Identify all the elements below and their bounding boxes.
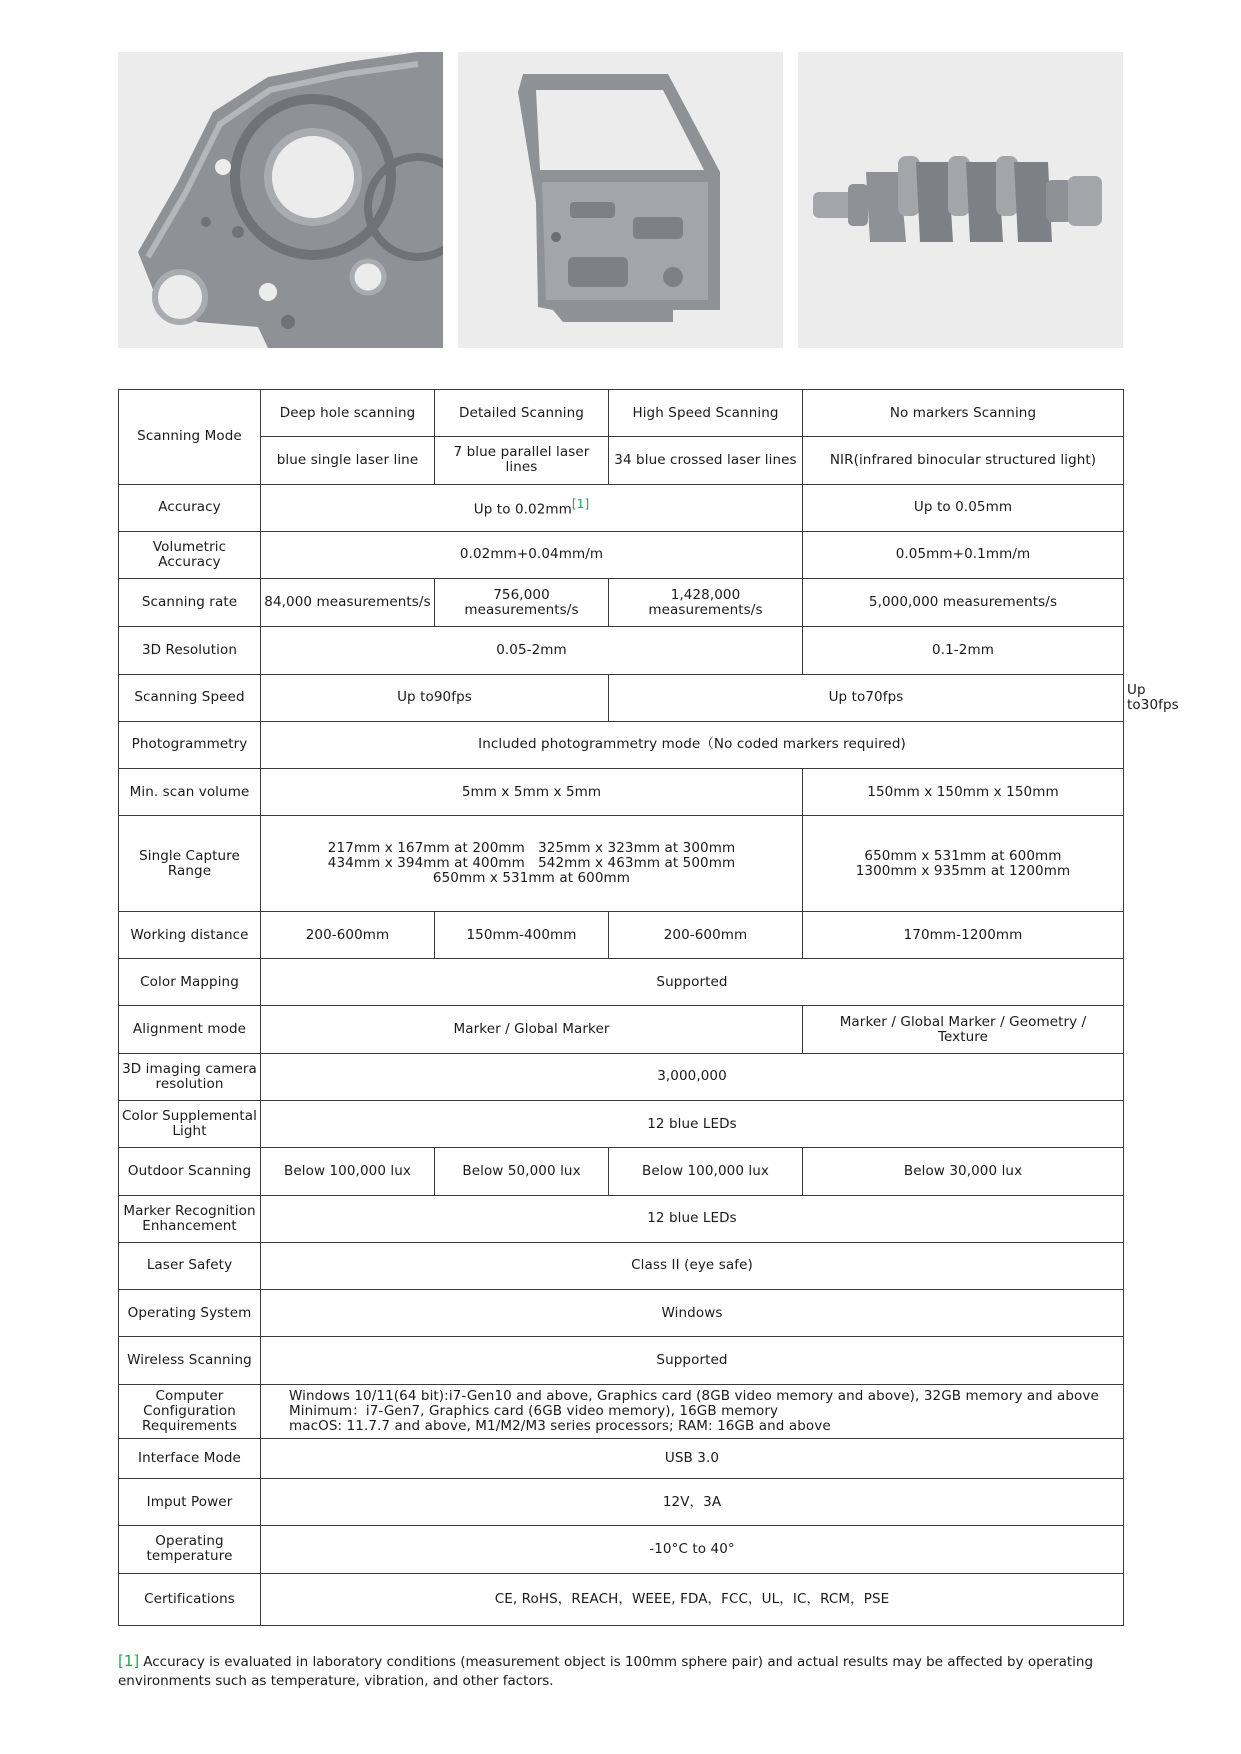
label-laser-safety: Laser Safety — [119, 1242, 261, 1289]
certifications-value: CE, RoHS，REACH，WEEE, FDA，FCC，UL，IC，RCM，PSE — [261, 1573, 1124, 1625]
footnote — [118, 1652, 1128, 1691]
color-mapping-value: Supported — [261, 959, 1124, 1006]
color-light-value: 12 blue LEDs — [261, 1100, 1124, 1147]
label-3d-resolution: 3D Resolution — [119, 627, 261, 674]
engine-housing-graphic — [118, 52, 443, 348]
label-color-mapping: Color Mapping — [119, 959, 261, 1006]
row-operating-temperature — [119, 1526, 1124, 1573]
capture-range-laser — [261, 816, 803, 912]
row-marker-enhancement — [119, 1195, 1124, 1242]
row-working-distance — [119, 911, 1124, 958]
min-volume-laser: 5mm x 5mm x 5mm — [261, 769, 803, 816]
distance-nir: 170mm-1200mm — [803, 911, 1124, 958]
label-computer-requirements: Computer Configuration Requirements — [119, 1384, 261, 1438]
row-alignment-mode — [119, 1006, 1124, 1053]
spec-table — [118, 389, 1179, 1626]
row-outdoor-scanning — [119, 1148, 1124, 1195]
light-single-line: blue single laser line — [261, 437, 435, 484]
car-door-image — [458, 52, 783, 348]
laser-safety-value: Class II (eye safe) — [261, 1242, 1124, 1289]
rate-high-speed: 1,428,000 measurements/s — [609, 579, 803, 627]
alignment-nir: Marker / Global Marker / Geometry / Texture — [803, 1006, 1124, 1053]
row-color-mapping — [119, 959, 1124, 1006]
label-certifications: Certifications — [119, 1573, 261, 1625]
row-photogrammetry — [119, 721, 1124, 768]
label-working-distance: Working distance — [119, 911, 261, 958]
outdoor-deep-hole: Below 100,000 lux — [261, 1148, 435, 1195]
capture-range-nir-line: 650mm x 531mm at 600mm — [864, 847, 1062, 864]
accuracy-laser-value: Up to 0.02mm — [473, 501, 572, 518]
footnote-ref: [1] — [118, 1652, 140, 1670]
sample-images — [118, 52, 1123, 348]
car-door-graphic — [458, 52, 783, 348]
row-color-light — [119, 1100, 1124, 1147]
distance-high-speed: 200-600mm — [609, 911, 803, 958]
capture-range-laser-line: 434mm x 394mm at 400mm 542mm x 463mm at 500mm — [327, 855, 736, 872]
label-operating-system: Operating System — [119, 1290, 261, 1337]
label-input-power: Imput Power — [119, 1479, 261, 1526]
crankshaft-graphic — [798, 52, 1123, 348]
computer-requirement-line: Minimum：i7-Gen7, Graphics card (6GB video memory), 16GB memory — [289, 1402, 779, 1419]
light-nir: NIR(infrared binocular structured light) — [803, 437, 1124, 484]
label-min-scan-volume: Min. scan volume — [119, 769, 261, 816]
mode-detailed: Detailed Scanning — [435, 390, 609, 437]
label-volumetric-accuracy: Volumetric Accuracy — [119, 531, 261, 578]
light-parallel: 7 blue parallel laser lines — [435, 437, 609, 484]
label-outdoor-scanning: Outdoor Scanning — [119, 1148, 261, 1195]
distance-deep-hole: 200-600mm — [261, 911, 435, 958]
label-scanning-mode: Scanning Mode — [119, 390, 261, 485]
label-scanning-speed: Scanning Speed — [119, 674, 261, 721]
label-marker-enhancement: Marker Recognition Enhancement — [119, 1195, 261, 1242]
computer-requirements-value — [261, 1384, 1124, 1438]
row-light-source — [119, 437, 1124, 484]
interface-mode-value: USB 3.0 — [261, 1438, 1124, 1478]
label-alignment-mode: Alignment mode — [119, 1006, 261, 1053]
computer-requirement-line: Windows 10/11(64 bit):i7-Gen10 and above, Graphics card (8GB video memory and above), 32GB memory and above — [289, 1387, 1099, 1404]
row-3d-resolution — [119, 627, 1124, 674]
row-scanning-rate — [119, 579, 1124, 627]
resolution-laser: 0.05-2mm — [261, 627, 803, 674]
label-camera-resolution: 3D imaging camera resolution — [119, 1053, 261, 1100]
photogrammetry-value: Included photogrammetry mode（No coded markers required) — [261, 721, 1124, 768]
label-accuracy: Accuracy — [119, 484, 261, 531]
row-input-power — [119, 1479, 1124, 1526]
row-accuracy — [119, 484, 1124, 531]
label-capture-range: Single Capture Range — [119, 816, 261, 912]
row-certifications — [119, 1573, 1124, 1625]
label-photogrammetry: Photogrammetry — [119, 721, 261, 768]
mode-no-markers: No markers Scanning — [803, 390, 1124, 437]
marker-enhancement-value: 12 blue LEDs — [261, 1195, 1124, 1242]
light-crossed: 34 blue crossed laser lines — [609, 437, 803, 484]
speed-a: Up to90fps — [261, 674, 609, 721]
outdoor-nir: Below 30,000 lux — [803, 1148, 1124, 1195]
label-operating-temperature: Operating temperature — [119, 1526, 261, 1573]
crankshaft-image — [798, 52, 1123, 348]
capture-range-nir — [803, 816, 1124, 912]
rate-nir: 5,000,000 measurements/s — [803, 579, 1124, 627]
outdoor-detailed: Below 50,000 lux — [435, 1148, 609, 1195]
distance-detailed: 150mm-400mm — [435, 911, 609, 958]
mode-deep-hole: Deep hole scanning — [261, 390, 435, 437]
operating-temperature-value: -10°C to 40° — [261, 1526, 1124, 1573]
rate-deep-hole: 84,000 measurements/s — [261, 579, 435, 627]
row-min-scan-volume — [119, 769, 1124, 816]
capture-range-nir-line: 1300mm x 935mm at 1200mm — [855, 862, 1071, 879]
rate-detailed: 756,000 measurements/s — [435, 579, 609, 627]
volumetric-laser: 0.02mm+0.04mm/m — [261, 531, 803, 578]
speed-b: Up to70fps — [609, 674, 1124, 721]
engine-housing-image — [118, 52, 443, 348]
row-camera-resolution — [119, 1053, 1124, 1100]
capture-range-laser-line: 217mm x 167mm at 200mm 325mm x 323mm at 300mm — [327, 840, 736, 857]
input-power-value: 12V，3A — [261, 1479, 1124, 1526]
capture-range-laser-line: 650mm x 531mm at 600mm — [432, 870, 631, 887]
resolution-nir: 0.1-2mm — [803, 627, 1124, 674]
volumetric-nir: 0.05mm+0.1mm/m — [803, 531, 1124, 578]
footnote-text: Accuracy is evaluated in laboratory conditions (measurement object is 100mm sphere pair) and actual results may be affected by operating environments such as temperature, vibration, and other factors. — [118, 1654, 1094, 1689]
row-capture-range — [119, 816, 1124, 912]
min-volume-nir: 150mm x 150mm x 150mm — [803, 769, 1124, 816]
wireless-scanning-value: Supported — [261, 1337, 1124, 1384]
computer-requirement-line: macOS: 11.7.7 and above, M1/M2/M3 series processors; RAM: 16GB and above — [289, 1417, 831, 1434]
accuracy-nir: Up to 0.05mm — [803, 484, 1124, 531]
footnote-ref-marker: [1] — [571, 497, 590, 512]
row-operating-system — [119, 1290, 1124, 1337]
camera-resolution-value: 3,000,000 — [261, 1053, 1124, 1100]
label-wireless-scanning: Wireless Scanning — [119, 1337, 261, 1384]
row-scanning-mode — [119, 390, 1124, 437]
label-interface-mode: Interface Mode — [119, 1438, 261, 1478]
row-wireless-scanning — [119, 1337, 1124, 1384]
accuracy-laser — [261, 484, 803, 531]
label-color-light: Color Supplemental Light — [119, 1100, 261, 1147]
outdoor-high-speed: Below 100,000 lux — [609, 1148, 803, 1195]
row-scanning-speed: Scanning Speed Up to90fps Up to70fps Up to30fps — [119, 674, 1124, 721]
row-interface-mode — [119, 1438, 1124, 1478]
alignment-laser: Marker / Global Marker — [261, 1006, 803, 1053]
operating-system-value: Windows — [261, 1290, 1124, 1337]
label-scanning-rate: Scanning rate — [119, 579, 261, 627]
row-volumetric-accuracy — [119, 531, 1124, 578]
mode-high-speed: High Speed Scanning — [609, 390, 803, 437]
row-laser-safety — [119, 1242, 1124, 1289]
row-computer-requirements — [119, 1384, 1124, 1438]
